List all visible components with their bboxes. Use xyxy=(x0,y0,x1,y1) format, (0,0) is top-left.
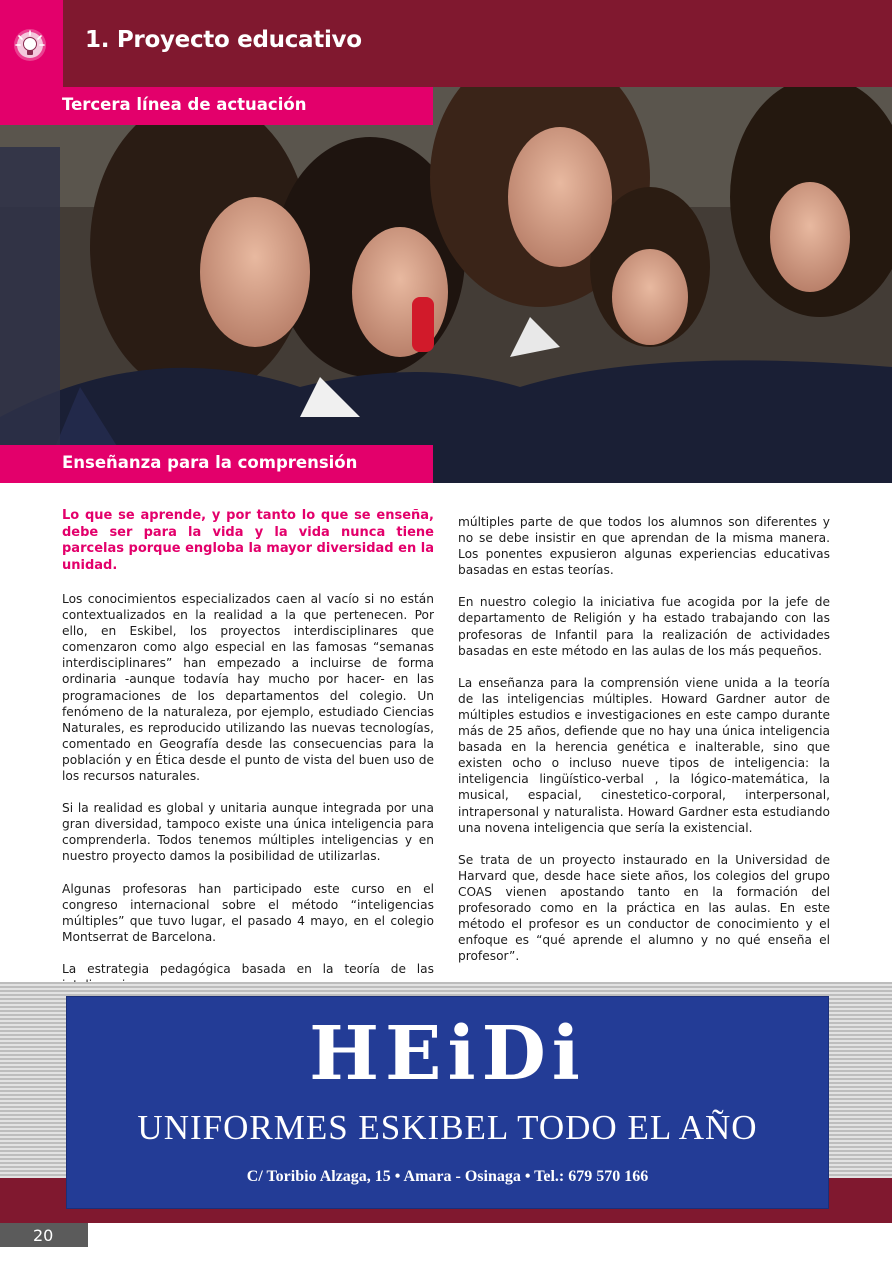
article-paragraph: Los conocimientos especializados caen al vacío si no están contextualizados en la realidad a la que pertenecen. Por ello, en Eskibel, los proyectos interdisciplinares que comenzaron como algo especial en las famosas “semanas interdisciplinares” han empezado a incluirse de forma ordinaria -aunque todavía hay mucho por hacer- en las programaciones de los departamentos del colegio. Un fenómeno de la naturaleza, por ejemplo, estudiado Ciencias Naturales, es reproducido utilizando las nuevas tecnologías, comentado en Geografía desde las consecuencias para la población y en Ética desde el punto de vista del buen uso de los recursos naturales. xyxy=(62,592,434,784)
article-paragraph: En nuestro colegio la iniciativa fue acogida por la jefe de departamento de Religión y ha estado trabajando con las profesoras de Infantil para la realización de actividades basadas en este método en las aulas de los más pequeños. xyxy=(458,595,830,658)
section-title: Tercera línea de actuación xyxy=(62,95,307,114)
subsection-title: Enseñanza para la comprensión xyxy=(62,453,358,472)
lead-paragraph: Lo que se aprende, y por tanto lo que se enseña, debe ser para la vida y la vida nunca tiene parcelas porque engloba la mayor diversidad en la unidad. xyxy=(62,508,434,573)
students-photo-illustration xyxy=(0,87,892,483)
section-title-bar xyxy=(0,87,433,125)
advertisement xyxy=(66,996,829,1209)
article-paragraph: La enseñanza para la comprensión viene unida a la teoría de las inteligencias múltiples. Howard Gardner autor de múltiples estudios e investigaciones en este campo durante más de 25 años, defiende que no hay una única inteligencia basada en la herencia genética e inalterable, sino que existen ocho o incluso nueve tipos de inteligencia: la inteligencia lingüístico-verbal , la lógico-matemática, la musical, espacial, cinestetico-corporal, interpersonal, intrapersonal y naturalista. Howard Gardner esta estudiando una novena inteligencia que sería la existencial. xyxy=(458,675,830,835)
page-title: 1. Proyecto educativo xyxy=(85,27,362,53)
article-right-column xyxy=(458,514,830,980)
article-paragraph: La estrategia pedagógica basada en la teoría de las xyxy=(62,961,434,976)
ad-address: C/ Toribio Alzaga, 15 • Amara - Osinaga • Tel.: 679 570 166 xyxy=(246,1168,649,1185)
lightbulb-icon xyxy=(13,28,47,62)
header-bar xyxy=(63,0,892,87)
article-paragraph: Se trata de un proyecto instaurado en la Universidad de Harvard que, desde hace siete años, los colegios del grupo COAS vienen apostando tanto en la formación del profesorado como en la práctica en las aulas. En este método el profesor es un conductor de conocimiento y el enfoque es “qué aprende el alumno y no qué enseña el profesor”. xyxy=(458,852,830,964)
article-paragraph: Si la realidad es global y unitaria aunque integrada por una gran diversidad, tampoco existe una única inteligencia para comprenderla. Todos tenemos múltiples inteligencias y en nuestro proyecto damos la posibilidad de utilizarlas. xyxy=(62,801,434,864)
article-paragraph: Algunas profesoras han participado este curso en el congreso internacional sobre el método “inteligencias múltiples” que tuvo lugar, el pasado 4 mayo, en el colegio Montserrat de Barcelona. xyxy=(62,881,434,944)
students-photo xyxy=(0,87,892,483)
subsection-title-bar xyxy=(0,445,433,483)
article-left-column xyxy=(62,508,434,1009)
ad-brand-logo: HEiDi xyxy=(309,1011,586,1097)
ad-slogan: UNIFORMES ESKIBEL TODO EL AÑO xyxy=(137,1108,758,1147)
page-number-box xyxy=(0,1223,88,1247)
article-paragraph: múltiples parte de que todos los alumnos son diferentes y no se debe insistir en que aprendan de la misma manera. Los ponentes expusieron algunas experiencias educativas basadas en estas teorías. xyxy=(458,515,830,578)
header-icon-box xyxy=(0,0,63,87)
page-number: 20 xyxy=(33,1226,54,1245)
